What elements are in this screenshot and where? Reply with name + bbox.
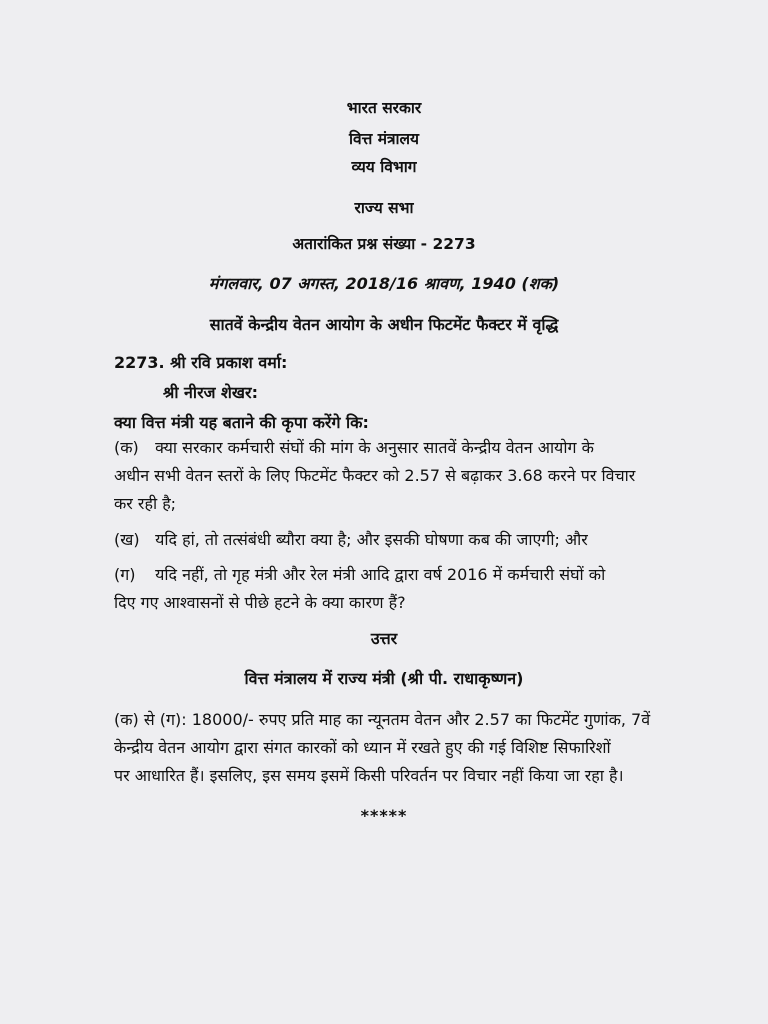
- question-a-line2: अधीन सभी वेतन स्तरों के लिए फिटमेंट फैक्टर को 2.57 से बढ़ाकर 3.68 करने पर विचार: [114, 466, 636, 485]
- question-b-text: यदि हां, तो तत्संबंधी ब्यौरा क्या है; और इसकी घोषणा कब की जाएगी; और: [155, 530, 588, 549]
- question-intro: क्या वित्त मंत्री यह बताने की कृपा करेंगे कि:: [114, 413, 369, 432]
- question-a-label: (क): [114, 438, 139, 457]
- asker-1: 2273. श्री रवि प्रकाश वर्मा:: [114, 353, 288, 372]
- answer-line2: केन्द्रीय वेतन आयोग द्वारा संगत कारकों को ध्यान में रखते हुए की गई विशिष्ट सिफारिशों: [114, 738, 611, 757]
- date-line: मंगलवार, 07 अगस्त, 2018/16 श्रावण, 1940 (शक): [208, 274, 560, 293]
- asker-2: श्री नीरज शेखर:: [163, 383, 258, 402]
- question-a-line1: क्या सरकार कर्मचारी संघों की मांग के अनुसार सातवें केन्द्रीय वेतन आयोग के: [155, 438, 594, 457]
- answer-heading: उत्तर: [370, 629, 398, 648]
- question-number: अतारांकित प्रश्न संख्या - 2273: [292, 235, 476, 253]
- question-c-line2: दिए गए आश्वासनों से पीछे हटने के क्या कारण हैं?: [114, 593, 406, 612]
- ministry-heading: वित्त मंत्रालय: [348, 130, 420, 148]
- end-mark: *****: [360, 806, 408, 825]
- question-b: [114, 528, 588, 550]
- house-heading: राज्य सभा: [354, 199, 414, 217]
- department-heading: व्यय विभाग: [351, 158, 417, 176]
- question-c-label: (ग): [114, 565, 136, 584]
- answer-line1: (क) से (ग): 18000/- रुपए प्रति माह का न्यूनतम वेतन और 2.57 का फिटमेंट गुणांक, 7वें: [114, 710, 651, 729]
- government-heading: भारत सरकार: [346, 99, 422, 117]
- minister-name: वित्त मंत्रालय में राज्य मंत्री (श्री पी. राधाकृष्णन): [244, 669, 524, 688]
- question-subject: सातवें केन्द्रीय वेतन आयोग के अधीन फिटमेंट फैक्टर में वृद्धि: [209, 315, 559, 334]
- question-c: [114, 563, 605, 585]
- question-a-line3: कर रही है;: [114, 494, 177, 513]
- question-b-label: (ख): [114, 530, 140, 549]
- answer-line3: पर आधारित हैं। इसलिए, इस समय इसमें किसी परिवर्तन पर विचार नहीं किया जा रहा है।: [114, 766, 624, 785]
- question-c-line1: यदि नहीं, तो गृह मंत्री और रेल मंत्री आदि द्वारा वर्ष 2016 में कर्मचारी संघों को: [155, 565, 606, 584]
- question-a: [114, 436, 594, 458]
